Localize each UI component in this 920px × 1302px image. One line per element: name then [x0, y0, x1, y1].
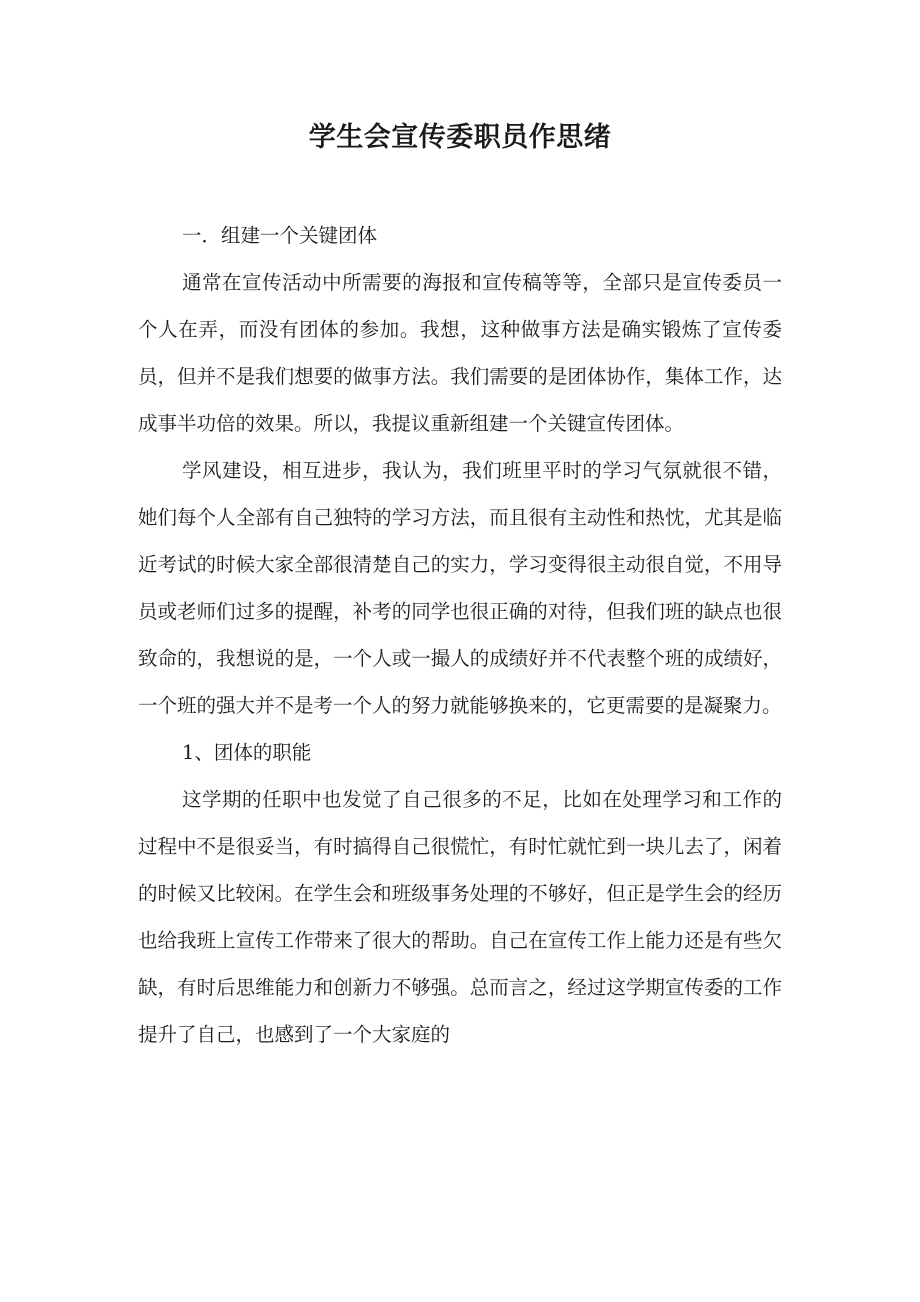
paragraph-2: 学风建设，相互进步，我认为，我们班里平时的学习气氛就很不错，她们每个人全部有自己独特的学习方法，而且很有主动性和热忱，尤其是临近考试的时候大家全部很清楚自己的实力，学习变得很主动很自觉，不用导员或老师们过多的提醒，补考的同学也很正确的对待，但我们班的缺点也很致命的，我想说的是，一个人或一撮人的成绩好并不代表整个班的成绩好，一个班的强大并不是考一个人的努力就能够换来的，它更需要的是凝聚力。 — [138, 459, 782, 717]
paragraph-1: 通常在宣传活动中所需要的海报和宣传稿等等，全部只是宣传委员一个人在弄，而没有团体的参加。我想，这种做事方法是确实锻炼了宣传委员，但并不是我们想要的做事方法。我们需要的是团体协作，集体工作，达成事半功倍的效果。所以，我提议重新组建一个关键宣传团体。 — [138, 271, 782, 435]
section-heading-2: 1、团体的职能 — [182, 741, 312, 764]
section-heading-1: 一．组建一个关键团体 — [182, 224, 378, 247]
paragraph-3: 这学期的任职中也发觉了自己很多的不足，比如在处理学习和工作的过程中不是很妥当，有时搞得自己很慌忙，有时忙就忙到一块儿去了，闲着的时候又比较闲。在学生会和班级事务处理的不够好，但正是学生会的经历也给我班上宣传工作带来了很大的帮助。自己在宣传工作上能力还是有些欠缺，有时后思维能力和创新力不够强。总而言之，经过这学期宣传委的工作提升了自己，也感到了一个大家庭的 — [138, 788, 782, 1046]
document-title: 学生会宣传委职员作思绪 — [308, 122, 612, 153]
document-body — [138, 212, 782, 1058]
